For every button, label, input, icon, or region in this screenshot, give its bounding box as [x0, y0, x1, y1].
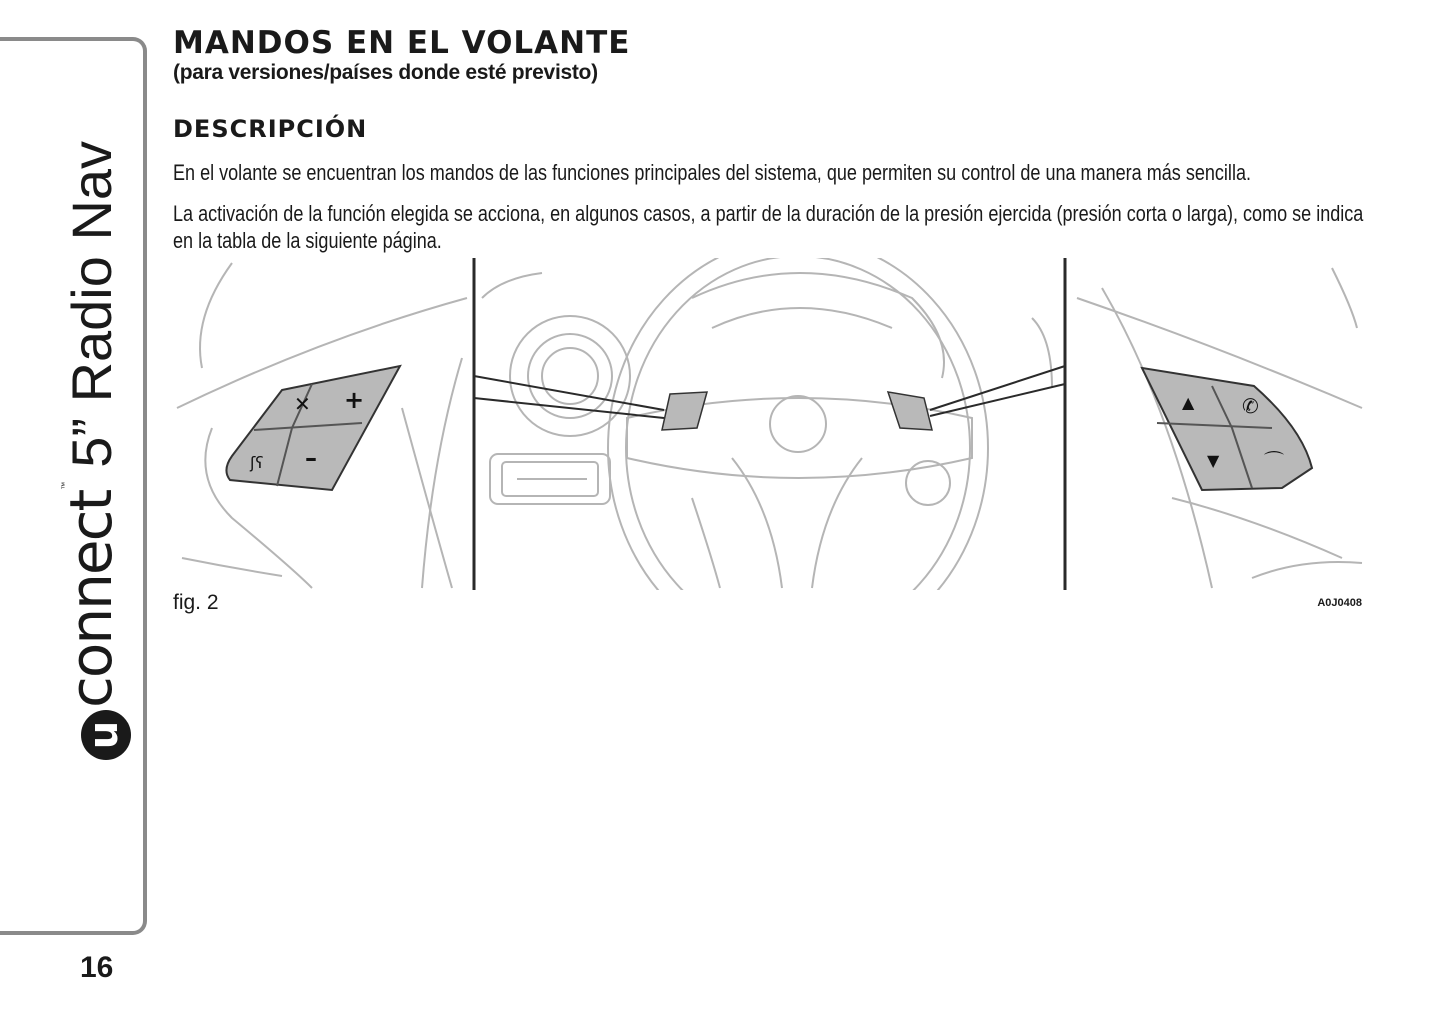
down-arrow-icon: ▼ [1207, 451, 1220, 470]
page-number: 16 [80, 951, 114, 984]
section-heading: DESCRIPCIÓN [173, 115, 368, 143]
small-left-buttons [662, 392, 707, 430]
voice-icon: ʃʕ [250, 453, 264, 472]
uconnect-logo-text: connect [57, 490, 125, 708]
model-label: 5” Radio Nav [60, 140, 123, 468]
paragraph-1: En el volante se encuentran los mandos de las funciones principales del sistema, que permiten su control de una manera más sencilla. [173, 160, 1252, 185]
left-button-cluster [226, 366, 400, 490]
up-arrow-icon: ▲ [1182, 393, 1195, 412]
side-brand [57, 140, 127, 760]
figure-code: A0J0408 [1317, 597, 1362, 609]
phone-answer-icon: ✆ [1242, 394, 1259, 418]
small-right-buttons [888, 392, 932, 430]
page-title: MANDOS EN EL VOLANTE [173, 25, 631, 61]
phone-hangup-icon: ⌒ [1264, 449, 1284, 473]
page-subtitle: (para versiones/países donde esté previsto) [173, 61, 598, 84]
figure-caption: fig. 2 [173, 591, 219, 614]
trademark-mark: ™ [60, 481, 69, 490]
mute-icon: ✕ [294, 392, 311, 416]
plus-icon: + [344, 386, 365, 414]
paragraph-2: La activación de la función elegida se acciona, en algunos casos, a partir de la duración de la presión ejercida (presión corta o larga), como se indica en la tabla de la siguiente página. [173, 201, 1364, 253]
minus-icon: – [305, 444, 317, 472]
uconnect-logo-u: u [81, 710, 131, 760]
steering-wheel-figure [172, 258, 1364, 590]
